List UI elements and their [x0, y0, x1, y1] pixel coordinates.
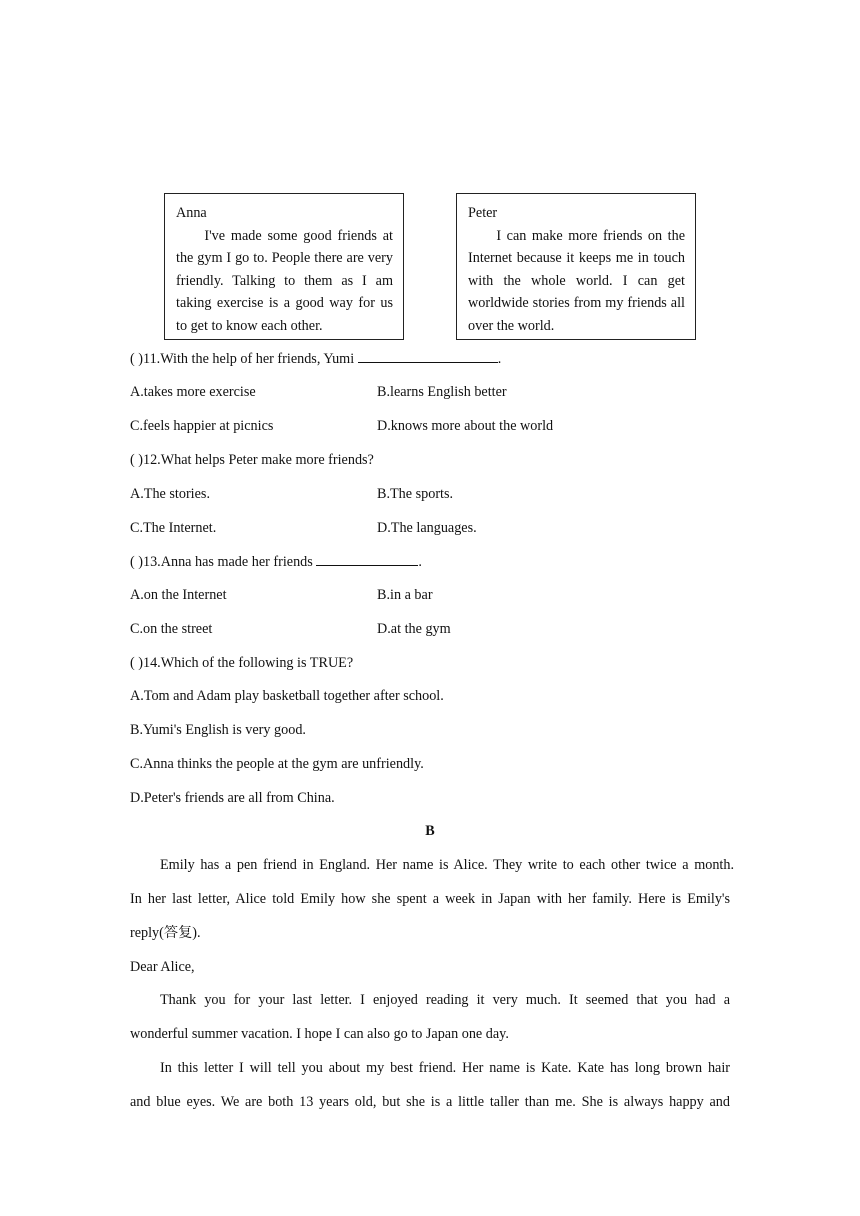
option-14-c: C.Anna thinks the people at the gym are unfriendly. — [130, 756, 424, 772]
option-12-a: A.The stories. — [130, 486, 210, 502]
question-11-suffix: . — [497, 351, 502, 367]
option-11-d: D.knows more about the world — [377, 418, 554, 434]
option-13-d: D.at the gym — [377, 621, 451, 637]
anna-text: I've made some good friends at the gym I go to. People there are very friendly. Talking to them as I am taking exercise is a good way for us to get to know each other. — [176, 227, 393, 334]
option-14-d: D.Peter's friends are all from China. — [130, 790, 335, 806]
section-b-heading: B — [425, 823, 435, 839]
answer-blank[interactable] — [316, 551, 418, 566]
passage-line: Thank you for your last letter. I enjoyed reading it very much. It seemed that you had a — [160, 992, 730, 1008]
question-13 — [130, 551, 422, 572]
anna-name: Anna — [176, 205, 207, 221]
passage-line: wonderful summer vacation. I hope I can also go to Japan one day. — [130, 1026, 509, 1042]
option-14-a: A.Tom and Adam play basketball together after school. — [130, 688, 444, 704]
option-14-b: B.Yumi's English is very good. — [130, 722, 306, 738]
anna-box — [164, 193, 404, 340]
peter-name: Peter — [468, 205, 498, 221]
answer-blank[interactable] — [358, 348, 498, 363]
passage-line: reply(答复). — [130, 925, 201, 941]
passage-salutation: Dear Alice, — [130, 959, 195, 975]
option-13-a: A.on the Internet — [130, 587, 227, 603]
option-11-a: A.takes more exercise — [130, 384, 256, 400]
peter-box — [456, 193, 696, 340]
passage-line: In her last letter, Alice told Emily how she spent a week in Japan with her family. Here is Emily's — [130, 891, 730, 907]
passage-line: and blue eyes. We are both 13 years old, but she is a little taller than me. She is always happy and — [130, 1094, 730, 1110]
question-11 — [130, 348, 501, 369]
question-11-text: ( )11.With the help of her friends, Yumi — [130, 351, 358, 367]
question-14: ( )14.Which of the following is TRUE? — [130, 655, 354, 671]
option-13-c: C.on the street — [130, 621, 213, 637]
question-13-text: ( )13.Anna has made her friends — [130, 554, 317, 570]
option-12-c: C.The Internet. — [130, 520, 217, 536]
option-12-d: D.The languages. — [377, 520, 477, 536]
question-13-suffix: . — [418, 554, 422, 570]
passage-line: Emily has a pen friend in England. Her name is Alice. They write to each other twice a month. — [160, 857, 734, 873]
passage-line: In this letter I will tell you about my best friend. Her name is Kate. Kate has long brown hair — [160, 1060, 730, 1076]
option-11-b: B.learns English better — [377, 384, 507, 400]
question-12: ( )12.What helps Peter make more friends? — [130, 452, 374, 468]
option-13-b: B.in a bar — [377, 587, 433, 603]
peter-text: I can make more friends on the Internet because it keeps me in touch with the whole world. I can get worldwide stories from my friends all over the world. — [468, 227, 685, 334]
option-11-c: C.feels happier at picnics — [130, 418, 274, 434]
option-12-b: B.The sports. — [377, 486, 454, 502]
